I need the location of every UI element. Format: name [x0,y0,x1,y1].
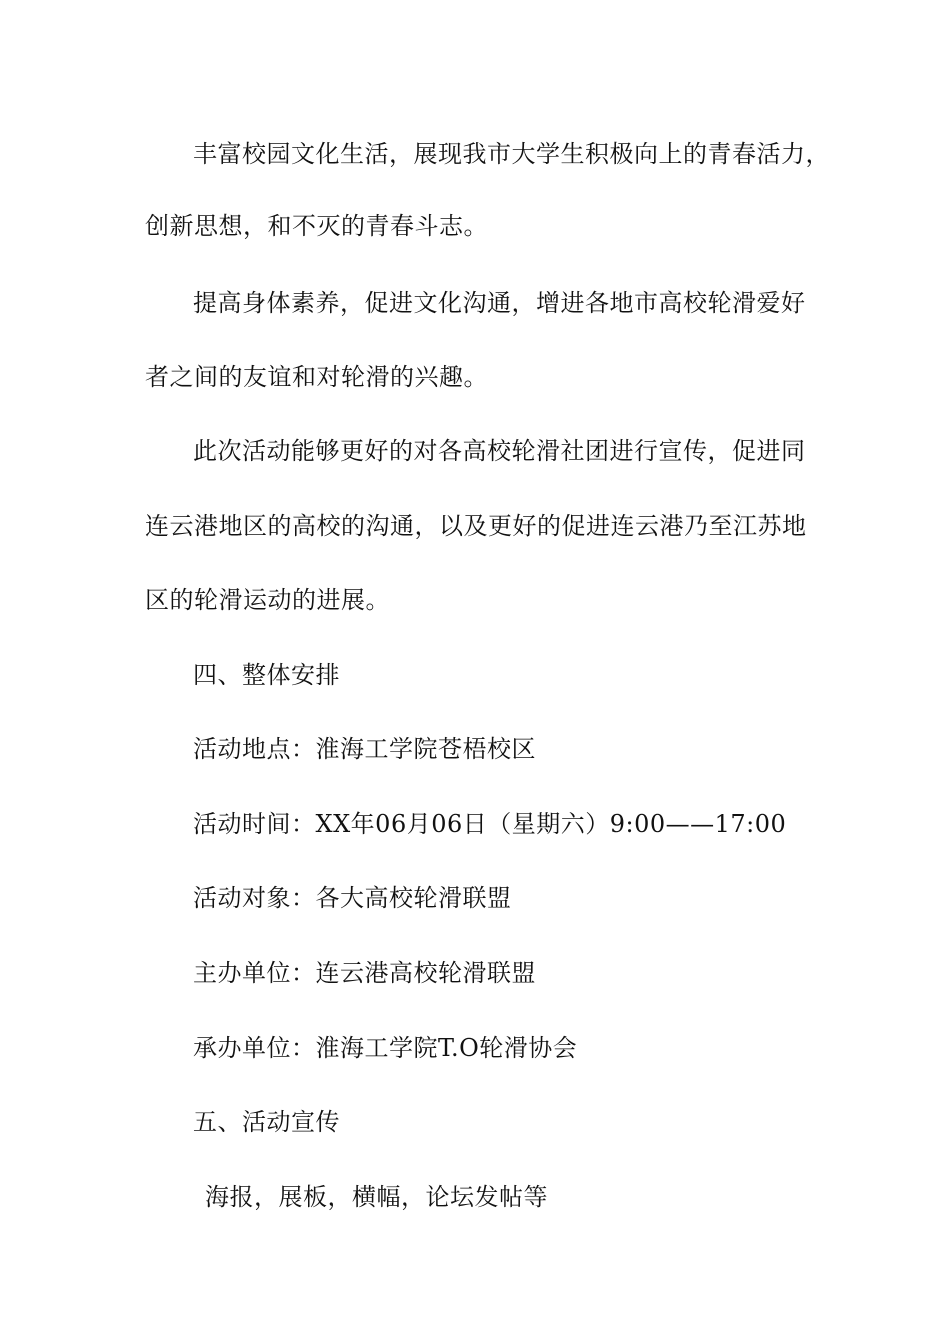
section-5-heading: 五、活动宣传 [193,1108,340,1136]
paragraph-3-line-2: 连云港地区的高校的沟通，以及更好的促进连云港乃至江苏地 [145,512,807,540]
paragraph-3-line-1: 此次活动能够更好的对各高校轮滑社团进行宣传，促进同 [193,437,806,465]
section-4-heading: 四、整体安排 [193,661,340,689]
activity-time: 活动时间：XX年06月06日（星期六）9:00——17:00 [193,810,787,838]
activity-host: 承办单位：淮海工学院T.O轮滑协会 [193,1034,578,1062]
paragraph-3-line-3: 区的轮滑运动的进展。 [145,586,390,614]
activity-organizer: 主办单位：连云港高校轮滑联盟 [193,959,536,987]
paragraph-2-line-2: 者之间的友谊和对轮滑的兴趣。 [145,363,488,391]
promotion-content: 海报，展板，横幅，论坛发帖等 [205,1183,548,1211]
paragraph-1-line-2: 创新思想，和不灭的青春斗志。 [145,212,488,240]
paragraph-1-line-1: 丰富校园文化生活，展现我市大学生积极向上的青春活力， [193,140,830,168]
activity-location: 活动地点：淮海工学院苍梧校区 [193,735,536,763]
paragraph-2-line-1: 提高身体素养，促进文化沟通，增进各地市高校轮滑爱好 [193,289,806,317]
activity-target: 活动对象：各大高校轮滑联盟 [193,884,512,912]
